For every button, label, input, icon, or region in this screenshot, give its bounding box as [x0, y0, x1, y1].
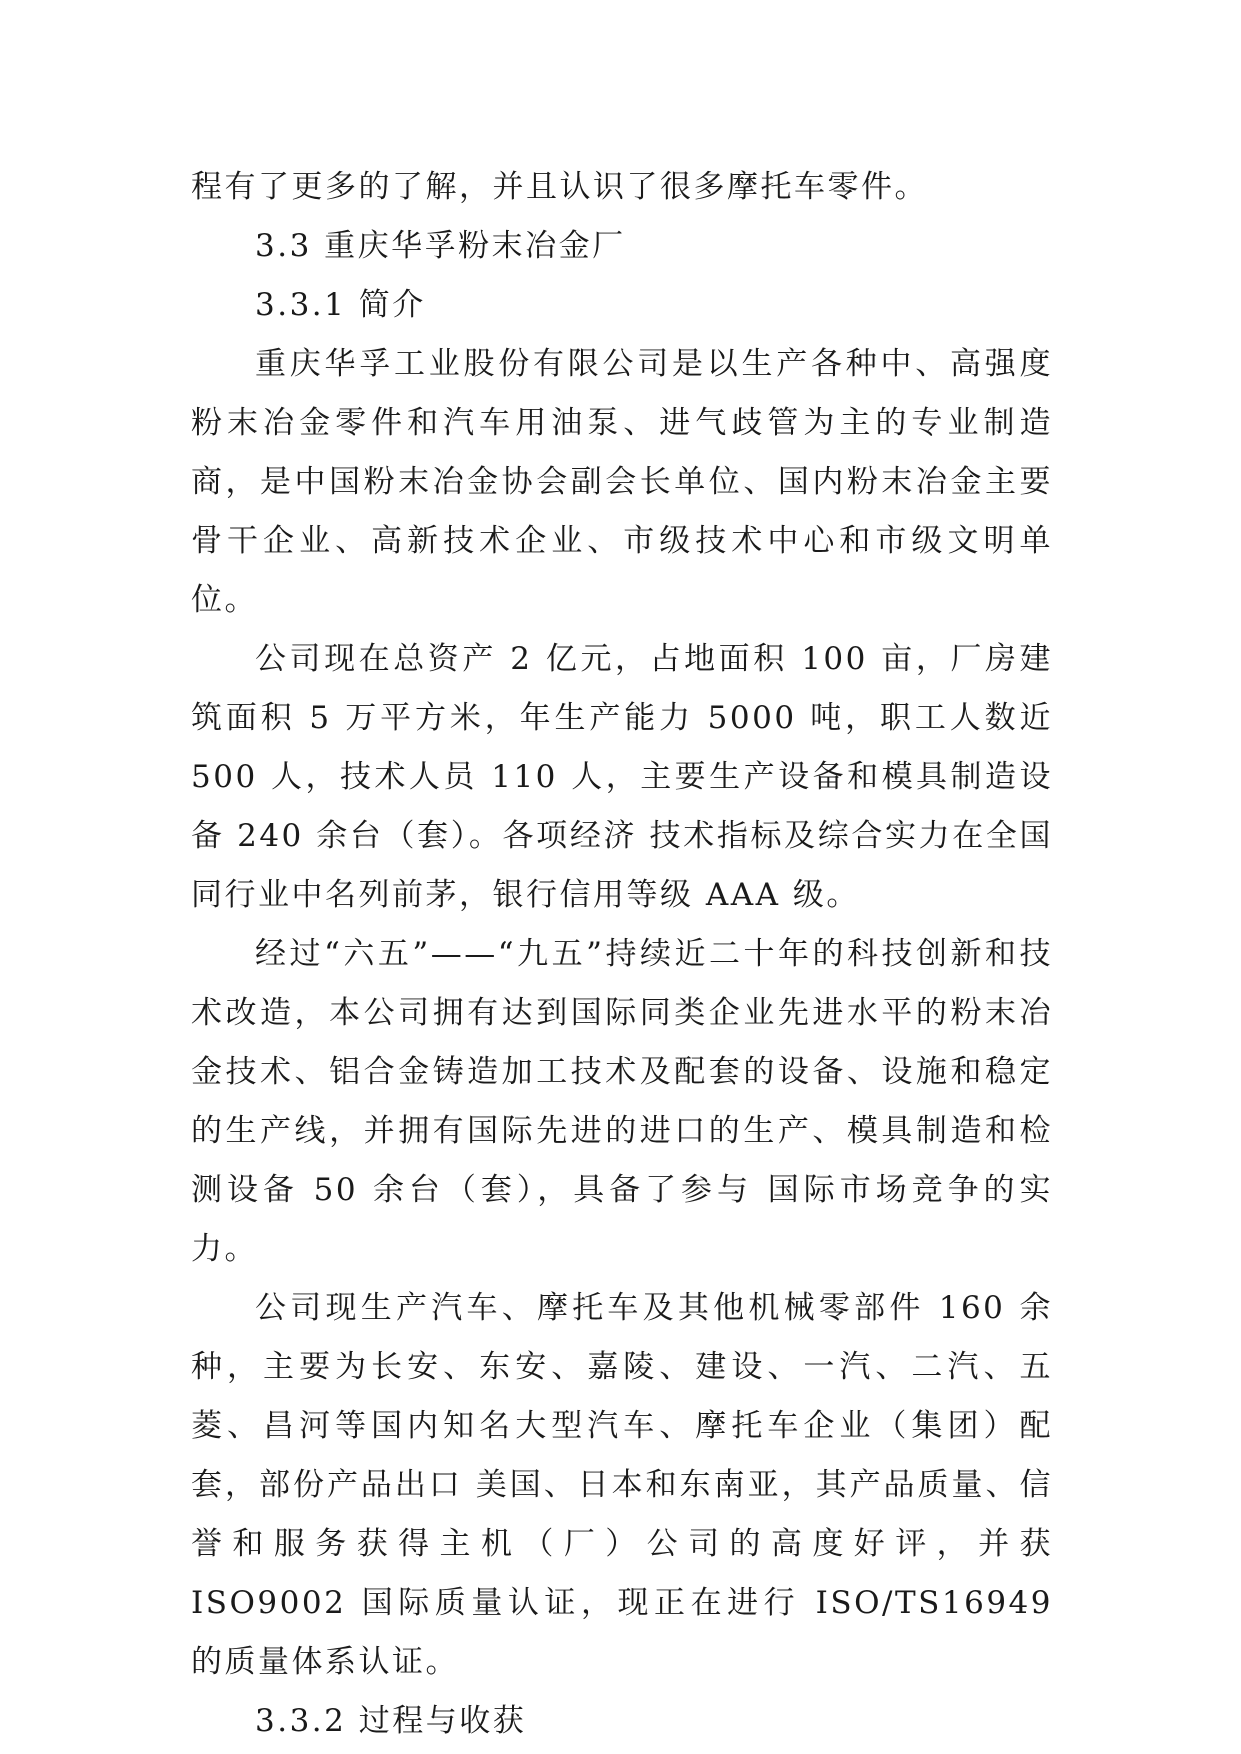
document-body [191, 158, 1053, 1751]
subsection-heading-3-3-2: 3.3.2 过程与收获 [255, 1703, 527, 1739]
paragraph-technology: 经过“六五”——“九五”持续近二十年的科技创新和技术改造，本公司拥有达到国际同类企业先进水平的粉末冶金技术、铝合金铸造加工技术及配套的设备、设施和稳定的生产线，并拥有国际先进的进口的生产、模具制造和检测设备 50 余台（套），具备了参与 国际市场竞争的实力。 [191, 936, 1053, 1267]
paragraph-products: 公司现生产汽车、摩托车及其他机械零部件 160 余种，主要为长安、东安、嘉陵、建设、一汽、二汽、五菱、昌河等国内知名大型汽车、摩托车企业（集团）配套，部份产品出口 美国、日本和东南亚，其产品质量、信誉和服务获得主机（厂）公司的高度好评，并获 ISO9002 国际质量认证，现正在进行 ISO/TS16949 的质量体系认证。 [191, 1290, 1053, 1680]
subsection-heading-3-3-1: 3.3.1 简介 [255, 287, 426, 323]
paragraph-assets: 公司现在总资产 2 亿元，占地面积 100 亩，厂房建筑面积 5 万平方米，年生产能力 5000 吨，职工人数近 500 人，技术人员 110 人，主要生产设备和模具制造设备 240 余台（套）。各项经济 技术指标及综合实力在全国同行业中名列前茅，银行信用等级 AAA 级。 [191, 641, 1053, 913]
continued-paragraph: 程有了更多的了解，并且认识了很多摩托车零件。 [191, 169, 928, 205]
paragraph-company-intro: 重庆华孚工业股份有限公司是以生产各种中、高强度粉末冶金零件和汽车用油泵、进气歧管为主的专业制造商，是中国粉末冶金协会副会长单位、国内粉末冶金主要骨干企业、高新技术企业、市级技术中心和市级文明单位。 [191, 346, 1053, 618]
section-heading-3-3: 3.3 重庆华孚粉末冶金厂 [255, 228, 626, 264]
